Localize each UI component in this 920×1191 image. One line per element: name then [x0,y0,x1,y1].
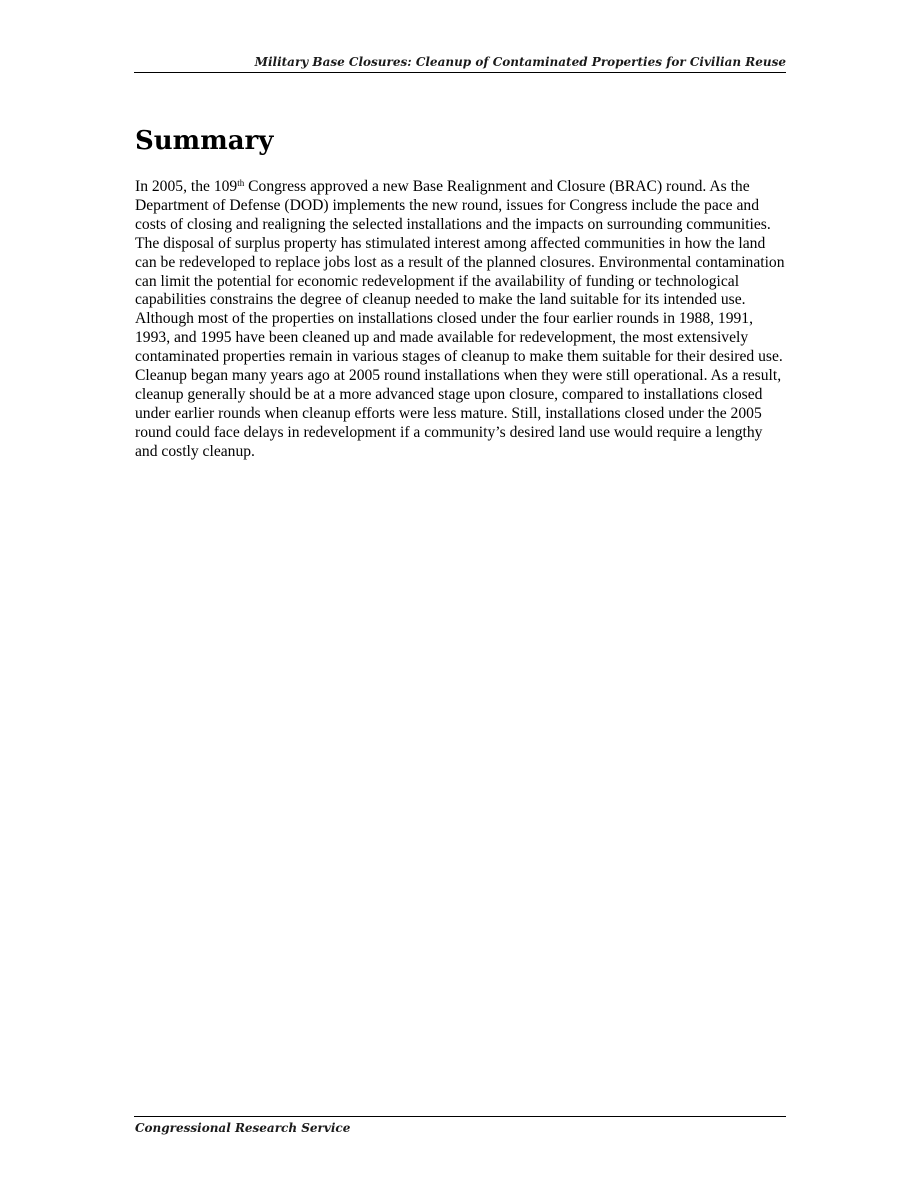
running-header-title: Military Base Closures: Cleanup of Contaminated Properties for Civilian Reuse [254,55,786,69]
ordinal-superscript: th [237,178,245,188]
header-divider [134,72,786,73]
footer-organization: Congressional Research Service [135,1121,351,1135]
section-title: Summary [135,126,274,156]
summary-text-rest: Congress approved a new Base Realignment and Closure (BRAC) round. As the Department of Defense (DOD) implements the new round, issues for Congress include the pace and costs of closing and realigning the selected installations and the impacts on surrounding communities. The disposal of surplus property has stimulated interest among affected communities in how the land can be redeveloped to replace jobs lost as a result of the planned closures. Environmental contamination can limit the potential for economic redevelopment if the availability of funding or technological capabilities constrains the degree of cleanup needed to make the land suitable for its intended use. Although most of the properties on installations closed under the four earlier rounds in 1988, 1991, 1993, and 1995 have been cleaned up and made available for redevelopment, the most extensively contaminated properties remain in various stages of cleanup to make them suitable for their desired use. Cleanup began many years ago at 2005 round installations when they were still operational. As a result, cleanup generally should be at a more advanced stage upon closure, compared to installations closed under earlier rounds when cleanup efforts were less mature. Still, installations closed under the 2005 round could face delays in redevelopment if a community’s desired land use would require a lengthy and costly cleanup. [135,178,785,460]
summary-paragraph [135,178,786,462]
footer-divider [134,1116,786,1117]
summary-text-start: In 2005, the 109 [135,178,238,195]
